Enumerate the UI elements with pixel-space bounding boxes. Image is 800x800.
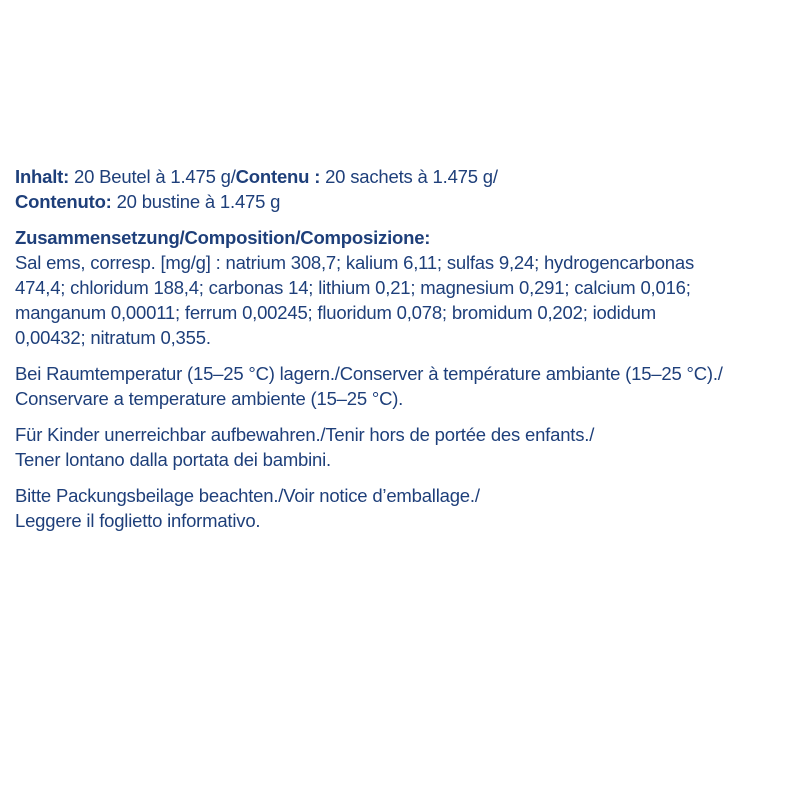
composition-line-1: Sal ems, corresp. [mg/g] : natrium 308,7; kalium 6,11; sulfas 9,24; hydrogencarbonas: [15, 252, 695, 273]
leaflet-line-1: Bitte Packungsbeilage beachten./Voir notice d’emballage./: [15, 485, 480, 506]
content-text-de: 20 Beutel à 1.475 g/: [69, 166, 236, 187]
children-line-2: Tener lontano dalla portata dei bambini.: [15, 449, 331, 470]
content-label-fr: Contenu :: [235, 166, 321, 187]
composition-line-2: 474,4; chloridum 188,4; carbonas 14; lithium 0,21; magnesium 0,291; calcium 0,016;: [15, 277, 691, 298]
content-label-de: Inhalt:: [15, 166, 70, 187]
content-text-it: 20 bustine à 1.475 g: [111, 191, 281, 212]
leaflet-paragraph: [15, 483, 795, 533]
composition-line-3: manganum 0,00011; ferrum 0,00245; fluoridum 0,078; bromidum 0,202; iodidum: [15, 302, 656, 323]
composition-paragraph: [15, 225, 795, 350]
package-text: [15, 164, 795, 544]
children-paragraph: [15, 422, 795, 472]
composition-heading: Zusammensetzung/Composition/Composizione:: [15, 227, 431, 248]
content-label-it: Contenuto:: [15, 191, 112, 212]
children-line-1: Für Kinder unerreichbar aufbewahren./Tenir hors de portée des enfants./: [15, 424, 595, 445]
storage-paragraph: [15, 361, 795, 411]
content-line-2: [15, 189, 795, 214]
content-line-1: [15, 164, 795, 189]
composition-line-4: 0,00432; nitratum 0,355.: [15, 327, 211, 348]
storage-line-2: Conservare a temperature ambiente (15–25 °C).: [15, 388, 404, 409]
storage-line-1: Bei Raumtemperatur (15–25 °C) lagern./Conserver à température ambiante (15–25 °C)./: [15, 363, 723, 384]
content-paragraph: [15, 164, 795, 214]
leaflet-line-2: Leggere il foglietto informativo.: [15, 510, 261, 531]
content-text-fr: 20 sachets à 1.475 g/: [320, 166, 498, 187]
